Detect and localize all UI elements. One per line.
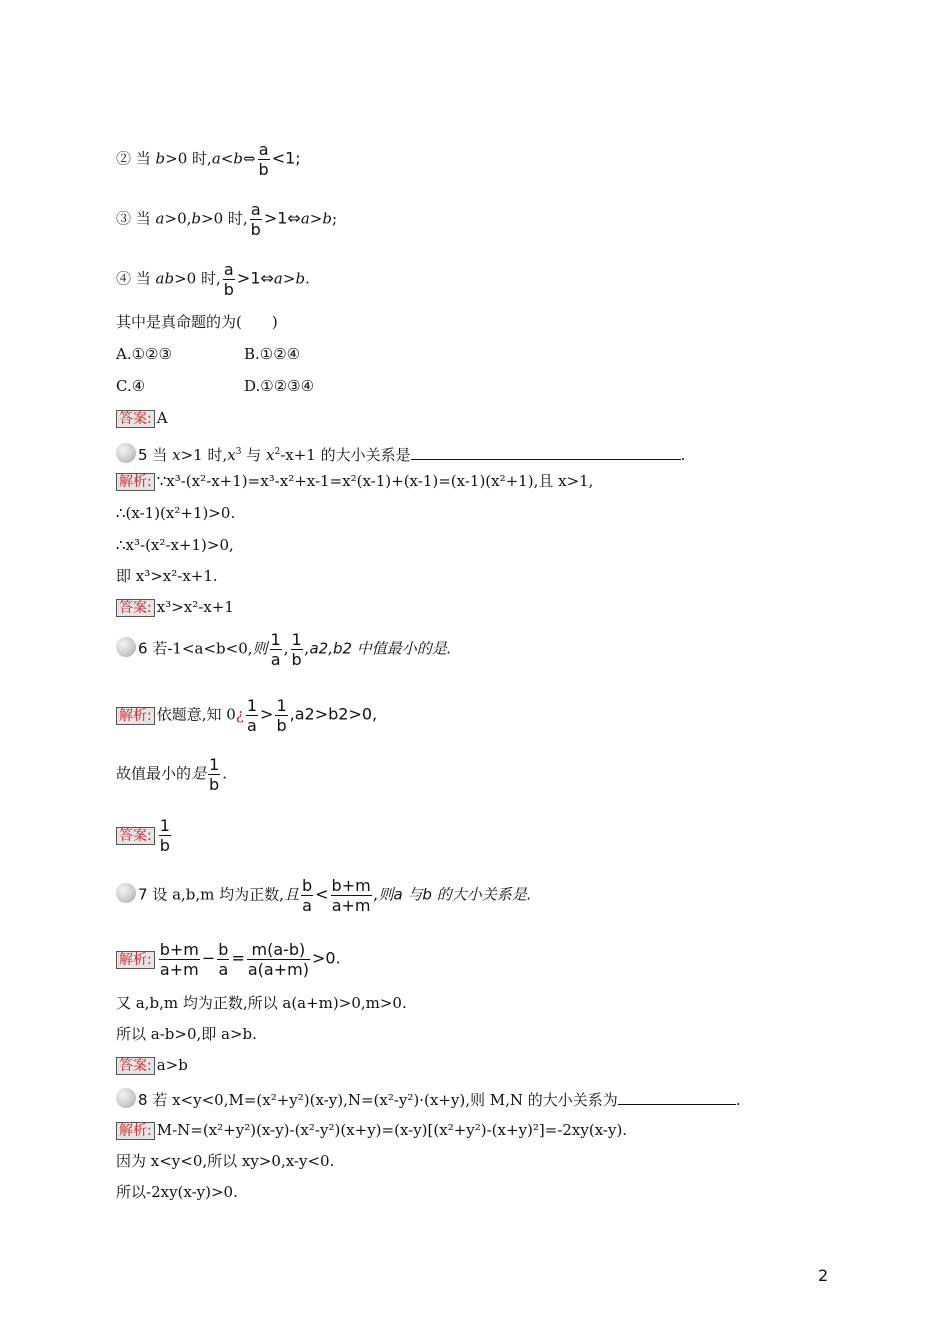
- fraction-1-over-a: $\frac{1}{a}$: [270, 630, 281, 669]
- answer-7: 答案: a>b: [116, 1055, 188, 1075]
- fraction-bm-over-am: $\frac{b+m}{a+m}$: [159, 940, 199, 979]
- solution-5-line-2: ∴(x-1)(x²+1)>0.: [116, 504, 236, 522]
- question-prompt: 其中是真命题的为( ): [116, 313, 278, 331]
- option-c: C.④: [116, 377, 146, 395]
- bullet-dot-icon: [116, 443, 136, 463]
- question-7: 7 设 a,b,m 均为正数,且 $\frac{b}{a}$ < $\frac{b+m}{a+m}$ ,则a 与b 的大小关系是.: [116, 876, 531, 915]
- answer-label: 答案:: [116, 410, 155, 428]
- fraction-a-over-b: $\frac{a}{b}$: [258, 140, 269, 179]
- bullet-dot-icon: [116, 883, 136, 903]
- fraction-b-over-a: $\frac{b}{a}$: [218, 940, 229, 979]
- fraction-a-over-b: $\frac{a}{b}$: [250, 200, 261, 239]
- question-8: 8 若 x<y<0,M=(x²+y²)(x-y),N=(x²-y²)·(x+y),则 M,N 的大小关系为 .: [116, 1090, 741, 1111]
- solution-5-line-1: 解析: ∵x³-(x²-x+1)=x³-x²+x-1=x²(x-1)+(x-1)=(x-1)(x²+1),且 x>1,: [116, 471, 593, 491]
- option-a: A.①②③: [116, 345, 172, 363]
- solution-6-line-2: 故值最小的是 $\frac{1}{b}$ .: [116, 755, 227, 794]
- answer-label: 答案:: [116, 1057, 155, 1075]
- option-d: D.①②③④: [244, 377, 315, 395]
- answer-label: 答案:: [116, 599, 155, 617]
- fraction-result: $\frac{m(a-b)}{a(a+m)}$: [247, 940, 309, 979]
- fraction-1-over-b: $\frac{1}{b}$: [276, 696, 287, 735]
- bullet-dot-icon: [116, 637, 136, 657]
- question-5: 5 当 x>1 时$,x^3$ 与 $x^2-x+1$ 的大小关系是 .: [116, 442, 685, 466]
- analysis-label: 解析:: [116, 473, 155, 491]
- fraction-1-over-b: $\frac{1}{b}$: [291, 630, 302, 669]
- page-number: 2: [818, 1266, 829, 1285]
- solution-8-line-2: 因为 x<y<0,所以 xy>0,x-y<0.: [116, 1152, 335, 1170]
- answer-blank[interactable]: [411, 445, 681, 460]
- answer-blank[interactable]: [618, 1090, 736, 1105]
- fraction-1-over-b: $\frac{1}{b}$: [209, 755, 220, 794]
- analysis-label: 解析:: [116, 707, 155, 725]
- bullet-dot-icon: [116, 1088, 136, 1108]
- fraction-1-over-a: $\frac{1}{a}$: [246, 696, 258, 735]
- answer-label: 答案:: [116, 827, 155, 845]
- analysis-label: 解析:: [116, 1122, 155, 1140]
- fraction-b-over-a: $\frac{b}{a}$: [301, 876, 313, 915]
- answer-4: 答案: A: [116, 408, 168, 428]
- fraction-bm-over-am: $\frac{b+m}{a+m}$: [331, 876, 371, 915]
- fraction-1-over-b: $\frac{1}{b}$: [159, 816, 170, 855]
- analysis-label: 解析:: [116, 951, 155, 969]
- statement-2: ② 当 b>0 时,a<b⇔ $\frac{a}{b}$ <1;: [116, 140, 301, 179]
- solution-6-line-1: 解析: 依题意,知 0¿ $\frac{1}{a}$ > $\frac{1}{b}$ ,a2>b2>0,: [116, 696, 377, 735]
- solution-7-line-3: 所以 a-b>0,即 a>b.: [116, 1025, 257, 1043]
- statement-3: ③ 当 a>0,b>0 时, $\frac{a}{b}$ >1⇔a>b;: [116, 200, 338, 239]
- solution-7-line-2: 又 a,b,m 均为正数,所以 a(a+m)>0,m>0.: [116, 994, 407, 1012]
- statement-4: ④ 当 ab>0 时, $\frac{a}{b}$ >1⇔a>b.: [116, 260, 310, 299]
- solution-7-line-1: 解析: $\frac{b+m}{a+m}$ − $\frac{b}{a}$ = $\frac{m(a-b)}{a(a+m)}$ >0.: [116, 940, 341, 979]
- answer-5: 答案: x³>x²-x+1: [116, 597, 234, 617]
- solution-8-line-3: 所以-2xy(x-y)>0.: [116, 1183, 238, 1201]
- answer-6: [116, 816, 173, 855]
- solution-8-line-1: 解析: M-N=(x²+y²)(x-y)-(x²-y²)(x+y)=(x-y)[(x²+y²)-(x+y)²]=-2xy(x-y).: [116, 1120, 627, 1140]
- question-6: 6 若-1<a<b<0,则 $\frac{1}{a}$ , $\frac{1}{b}$ ,a2,b2 中值最小的是.: [116, 630, 452, 669]
- option-b: B.①②④: [244, 345, 301, 363]
- solution-5-line-3: ∴x³-(x²-x+1)>0,: [116, 536, 234, 554]
- solution-5-line-4: 即 x³>x²-x+1.: [116, 567, 218, 585]
- fraction-a-over-b: $\frac{a}{b}$: [223, 260, 234, 299]
